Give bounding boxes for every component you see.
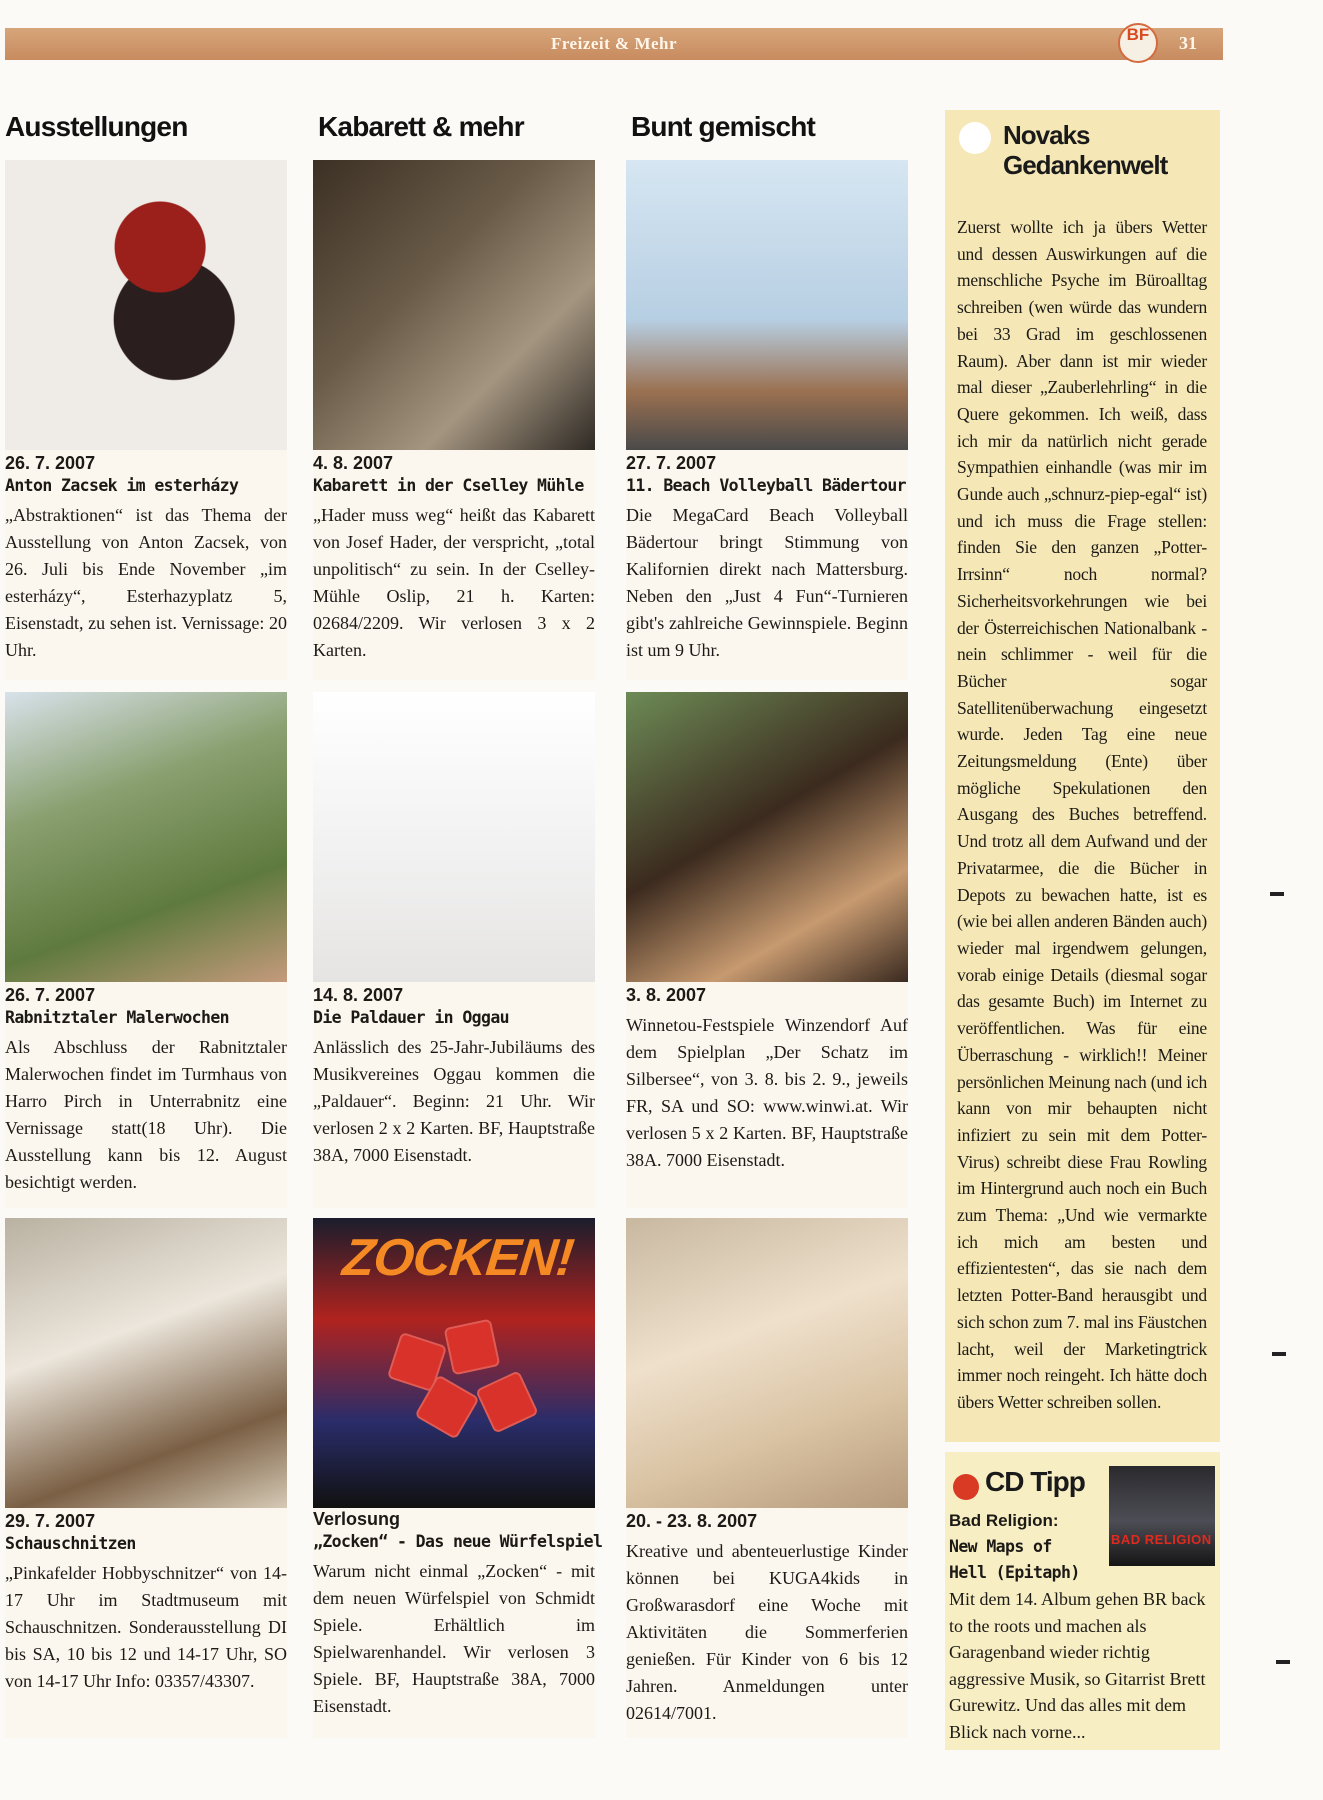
album-cover-text: BAD RELIGION bbox=[1111, 1532, 1212, 1547]
event-card bbox=[5, 692, 287, 1208]
event-photo-painter bbox=[5, 692, 287, 982]
event-date: 26. 7. 2007 bbox=[5, 985, 96, 1005]
event-photo-splatter-art bbox=[5, 160, 287, 450]
event-photo-beach-volleyball bbox=[626, 160, 908, 450]
cd-album: New Maps of Hell (Epitaph) bbox=[949, 1537, 1080, 1582]
die-shape bbox=[475, 1370, 539, 1434]
page-number: 31 bbox=[1179, 33, 1197, 53]
column-bunt-gemischt bbox=[631, 110, 913, 162]
bf-logo: BF bbox=[1118, 23, 1158, 63]
section-title: Freizeit & Mehr bbox=[550, 34, 678, 53]
event-label: Verlosung bbox=[313, 1509, 401, 1529]
event-title: Kabarett in der Cselley Mühle bbox=[313, 476, 584, 495]
scan-edge-mark bbox=[1272, 1352, 1286, 1356]
sidebar-heading-line1: Novaks bbox=[1003, 120, 1090, 150]
event-title: Die Paldauer in Oggau bbox=[313, 1008, 510, 1027]
event-date: 29. 7. 2007 bbox=[5, 1511, 96, 1531]
event-body: Anlässlich des 25-Jahr-Jubiläums des Musikvereines Oggau kommen die „Paldauer“. Beginn: 21 Uhr. Wir verlosen 2 x 2 Karten. BF, Hauptstraße 38A, 7000 Eisenstadt. bbox=[313, 1037, 595, 1165]
column-heading: Bunt gemischt bbox=[631, 111, 816, 142]
cd-body: Mit dem 14. Album gehen BR back to the roots und machen als Garagenband wieder richtig aggressive Musik, so Gitarrist Brett Gurewitz. Und das alles mit dem Blick nach vorne... bbox=[949, 1589, 1206, 1742]
sidebar-body: Zuerst wollte ich ja übers Wetter und dessen Auswirkungen auf die menschliche Psyche im Büroalltag schreiben (wen würde das wundern bei 33 Grad im geschlossenen Raum). Aber dann ist mir wieder mal dieser „Zauberlehrling“ in die Quere gekommen. Ich weiß, dass ich mir da natürlich nicht gerade Sympathien einhandle (was mir im Gunde auch „schnurz-piep-egal“ ist) und ich muss die Frage stellen: finden Sie den ganzen „Potter-Irrsinn“ noch normal? Sicherheitsvorkehrungen wie bei der Österreichischen Nationalbank - nein schlimmer - weil für die Bücher sogar Satellitenüberwachung eingesetzt wurde. Jeden Tag eine neue Zeitungsmeldung (Ente) über mögliche Spekulationen den Ausgang des Buches betreffend. Und trotz all dem Aufwand und der Privatarmee, die die Bücher in Depots zu bewachen hatte, ist es (wie bei allen anderen Bänden auch) wieder mal irgendwem gelungen, vorab einige Details (diesmal sogar das gesamte Buch) im Internet zu veröffentlichen. Was für eine Überraschung - wirklich!! Meiner persönlichen Meinung nach (und ich kann von mir behaupten nicht infiziert zu sein mit dem Potter-Virus) schreibt diese Frau Rowling im Hintergrund auch noch ein Buch zum Thema: „Und wie vermarkte ich mich am besten und effizientesten“, das sie nach dem letzten Potter-Band herausgibt und sich schon zum 7. mal ins Fäustchen lacht, weil der Marketingtrick immer noch reingeht. Ich hätte doch übers Wetter schreiben sollen. bbox=[957, 217, 1207, 1412]
event-card bbox=[5, 1218, 287, 1738]
event-card bbox=[313, 1218, 603, 1738]
event-body: Als Abschluss der Rabnitztaler Malerwochen findet im Turmhaus von Harro Pirch in Unterrabnitz eine Vernissage statt(18 Uhr). Die Ausstellung kann bis 12. August besichtigt werden. bbox=[5, 1037, 287, 1192]
event-date: 14. 8. 2007 bbox=[313, 985, 404, 1005]
zocken-box-title: ZOCKEN! bbox=[339, 1229, 576, 1287]
sidebar-heading bbox=[1003, 120, 1167, 180]
scan-edge-mark bbox=[1270, 892, 1284, 896]
column-heading: Ausstellungen bbox=[5, 111, 188, 142]
event-body: „Abstraktionen“ ist das Thema der Ausstellung von Anton Zacsek, von 26. Juli bis Ende November „im esterházy“, Esterhazyplatz 5, Eisenstadt, zu sehen ist. Vernissage: 20 Uhr. bbox=[5, 505, 287, 660]
column-heading: Kabarett & mehr bbox=[318, 111, 524, 142]
event-date: 27. 7. 2007 bbox=[626, 453, 717, 473]
event-photo-winnetou-horse bbox=[626, 692, 908, 982]
event-card bbox=[5, 160, 287, 680]
album-cover-image bbox=[1109, 1466, 1215, 1566]
event-title: Anton Zacsek im esterházy bbox=[5, 476, 239, 495]
cd-tip-box bbox=[945, 1452, 1220, 1750]
scan-edge-mark bbox=[1276, 1660, 1290, 1664]
event-title: 11. Beach Volleyball Bädertour bbox=[626, 476, 907, 495]
sidebar-column bbox=[945, 110, 1220, 1442]
event-card bbox=[313, 692, 595, 1208]
sidebar-heading-line2: Gedankenwelt bbox=[1003, 150, 1168, 180]
event-title: Schauschnitzen bbox=[5, 1534, 136, 1553]
cd-tip-heading: CD Tipp bbox=[985, 1466, 1085, 1497]
column-kabarett bbox=[318, 110, 600, 162]
event-title: Rabnitztaler Malerwochen bbox=[5, 1008, 230, 1027]
event-photo-zocken-game-box bbox=[313, 1218, 595, 1508]
event-card bbox=[313, 160, 595, 680]
event-date: 20. - 23. 8. 2007 bbox=[626, 1511, 758, 1531]
event-body: „Hader muss weg“ heißt das Kabarett von Josef Hader, der verspricht, „total unpolitisch“ zu sein. In der Cselley-Mühle Oslip, 21 h. Karten: 02684/2209. Wir verlosen 3 x 2 Karten. bbox=[313, 505, 595, 660]
column-ausstellungen bbox=[5, 110, 287, 162]
event-body: „Pinkafelder Hobbyschnitzer“ von 14-17 Uhr im Stadtmuseum mit Schauschnitzen. Sonderausstellung DI bis SA, 10 bis 12 und 14-17 Uhr, SO von 14-17 Uhr Info: 03357/43307. bbox=[5, 1563, 287, 1691]
red-dot-icon bbox=[953, 1474, 979, 1500]
event-card bbox=[626, 1218, 908, 1738]
event-date: 26. 7. 2007 bbox=[5, 453, 96, 473]
event-card bbox=[626, 692, 908, 1208]
event-photo-child bbox=[626, 1218, 908, 1508]
event-date: 4. 8. 2007 bbox=[313, 453, 394, 473]
event-photo-band bbox=[313, 692, 595, 982]
event-card bbox=[626, 160, 908, 680]
section-header-bar bbox=[5, 28, 1223, 60]
cd-artist: Bad Religion: bbox=[949, 1511, 1059, 1530]
event-body: Warum nicht einmal „Zocken“ - mit dem neuen Würfelspiel von Schmidt Spiele. Erhältlich im Spielwarenhandel. Wir verlosen 3 Spiele. BF, Hauptstraße 38A, 7000 Eisenstadt. bbox=[313, 1561, 595, 1716]
event-body: Kreative und abenteuerlustige Kinder können bei KUGA4kids in Großwarasdorf eine Woche mit Aktivitäten die Sommerferien genießen. Für Kinder von 6 bis 12 Jahren. Anmeldungen unter 02614/7001. bbox=[626, 1541, 908, 1723]
event-photo-actor bbox=[313, 160, 595, 450]
event-date: 3. 8. 2007 bbox=[626, 985, 707, 1005]
event-body: Winnetou-Festspiele Winzendorf Auf dem Spielplan „Der Schatz im Silbersee“, von 3. 8. bis 2. 9., jeweils FR, SA und SO: www.winwi.at. Wir verlosen 5 x 2 Karten. BF, Hauptstraße 38A. 7000 Eisenstadt. bbox=[626, 1015, 908, 1170]
bullet-dot-icon bbox=[959, 122, 991, 154]
die-shape bbox=[444, 1319, 501, 1376]
event-body: Die MegaCard Beach Volleyball Bädertour bringt Stimmung von Kalifornien direkt nach Mattersburg. Neben den „Just 4 Fun“-Turnieren gibt's zahlreiche Gewinnspiele. Beginn ist um 9 Uhr. bbox=[626, 505, 908, 660]
event-title: „Zocken“ - Das neue Würfelspiel bbox=[313, 1532, 603, 1551]
event-photo-woodcarver bbox=[5, 1218, 287, 1508]
